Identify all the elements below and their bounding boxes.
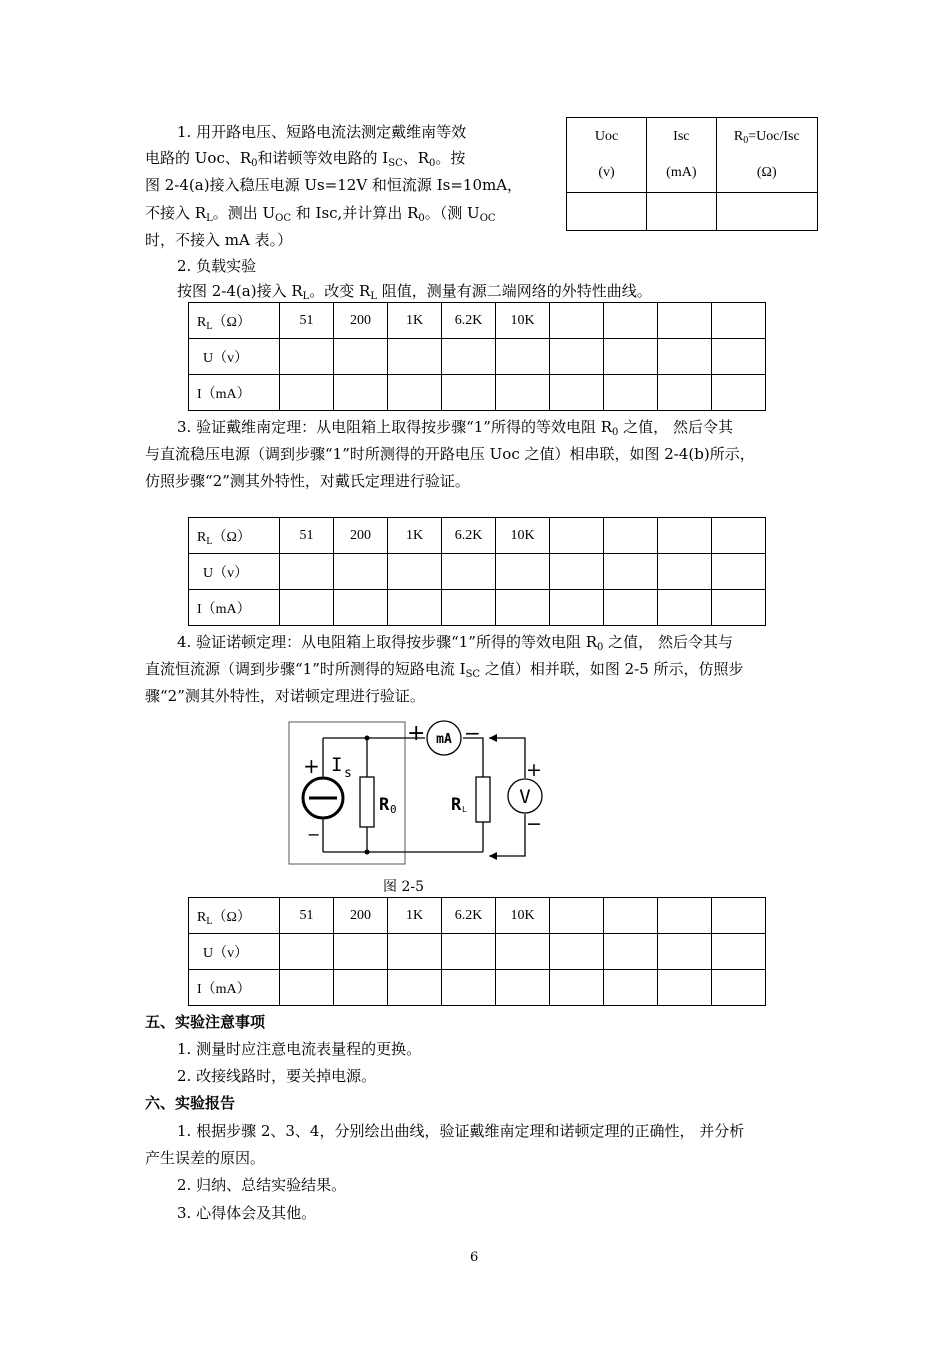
i-value-cell[interactable] — [550, 590, 604, 626]
u-value-cell[interactable] — [280, 554, 334, 590]
rl-label: R — [451, 795, 462, 815]
step3-line2: 与直流稳压电源（调到步骤“1”时所测得的开路电压 Uoc 之值）相串联，如图 2-4(b)所示， — [145, 445, 755, 463]
i-value-cell[interactable] — [496, 590, 550, 626]
i-value-cell[interactable] — [280, 375, 334, 411]
svg-text:0: 0 — [390, 803, 397, 816]
i-value-cell[interactable] — [388, 590, 442, 626]
i-row-header: I（mA） — [189, 375, 280, 411]
r0-header: $R_0=Uoc$/Isc (Ω) — [716, 118, 817, 193]
section6-item2: 2. 归纳、总结实验结果。 — [177, 1176, 347, 1194]
section6-title: 六、实验报告 — [145, 1094, 236, 1112]
u-value-cell[interactable] — [604, 934, 658, 970]
rl-value-cell: 6.2K — [442, 303, 496, 339]
i-value-cell[interactable] — [280, 970, 334, 1006]
step1-line1: 1. 用开路电压、短路电流法测定戴维南等效 — [177, 123, 467, 141]
i-value-cell[interactable] — [334, 970, 388, 1006]
load-table-step2 — [188, 302, 766, 411]
step4-line2: 直流恒流源（调到步骤“1”时所测得的短路电流 $I_{SC}$ 之值）相并联，如图 2-5 所示，仿照步 — [145, 660, 744, 680]
u-value-cell[interactable] — [388, 554, 442, 590]
rl-value-cell[interactable] — [712, 898, 766, 934]
ma-minus-sign: − — [464, 721, 481, 745]
i-value-cell[interactable] — [496, 970, 550, 1006]
rl-value-cell: 51 — [280, 898, 334, 934]
rl-value-cell: 6.2K — [442, 518, 496, 554]
u-value-cell[interactable] — [712, 339, 766, 375]
rl-value-cell: 1K — [388, 303, 442, 339]
i-row-header: I（mA） — [189, 590, 280, 626]
is-minus-sign: − — [307, 825, 321, 844]
i-value-cell[interactable] — [442, 590, 496, 626]
u-value-cell[interactable] — [658, 934, 712, 970]
rl-value-cell: 10K — [496, 898, 550, 934]
u-value-cell[interactable] — [712, 554, 766, 590]
rl-value-cell[interactable] — [604, 898, 658, 934]
rl-row-header: $R_L(\Omega)$ — [189, 303, 280, 339]
rl-value-cell[interactable] — [604, 518, 658, 554]
rl-row-header: $R_L(\Omega)$ — [189, 898, 280, 934]
step1-line3: 图 2-4(a)接入稳压电源 Us=12V 和恒流源 Is=10mA， — [145, 176, 523, 194]
step4-line1: 4. 验证诺顿定理：从电阻箱上取得按步骤“1”所得的等效电阻 $R_0$ 之值， 然后令其与 — [177, 633, 733, 653]
i-value-cell[interactable] — [334, 375, 388, 411]
r0-resistor — [360, 777, 374, 827]
step1-line2: 电路的 Uoc、$R_0$和诺顿等效电路的 $I_{SC}$、$R_0$。按 — [145, 149, 466, 169]
u-value-cell[interactable] — [496, 934, 550, 970]
step1-line5: 时，不接入 mA 表。） — [145, 231, 293, 249]
step2-desc: 按图 2-4(a)接入 $R_L$。改变 $R_L$ 阻值，测量有源二端网络的外特性曲线。 — [177, 282, 652, 302]
section5-title: 五、实验注意事项 — [145, 1013, 266, 1031]
figure-caption: 图 2-5 — [383, 879, 424, 895]
rl-value-cell[interactable] — [712, 303, 766, 339]
rl-value-cell: 1K — [388, 898, 442, 934]
section6-item3: 3. 心得体会及其他。 — [177, 1204, 317, 1222]
rl-value-cell: 1K — [388, 518, 442, 554]
u-value-cell[interactable] — [550, 554, 604, 590]
i-value-cell[interactable] — [604, 375, 658, 411]
rl-row-header: $R_L(\Omega)$ — [189, 518, 280, 554]
rl-value-cell: 51 — [280, 518, 334, 554]
r0-cell[interactable] — [716, 193, 817, 231]
rl-value-cell: 51 — [280, 303, 334, 339]
i-value-cell[interactable] — [550, 970, 604, 1006]
i-value-cell[interactable] — [388, 970, 442, 1006]
u-value-cell[interactable] — [280, 339, 334, 375]
rl-value-cell[interactable] — [550, 518, 604, 554]
u-value-cell[interactable] — [496, 554, 550, 590]
isc-cell[interactable] — [647, 193, 716, 231]
u-row-header: U（v） — [189, 934, 280, 970]
u-value-cell[interactable] — [442, 339, 496, 375]
u-value-cell[interactable] — [334, 554, 388, 590]
rl-value-cell[interactable] — [550, 898, 604, 934]
i-value-cell[interactable] — [604, 590, 658, 626]
load-table-step3 — [188, 517, 766, 626]
v-plus-sign: + — [526, 759, 542, 781]
u-value-cell[interactable] — [658, 554, 712, 590]
i-value-cell[interactable] — [280, 590, 334, 626]
i-value-cell[interactable] — [442, 970, 496, 1006]
rl-value-cell[interactable] — [658, 898, 712, 934]
rl-resistor — [476, 777, 490, 822]
rl-value-cell: 10K — [496, 518, 550, 554]
i-value-cell[interactable] — [658, 375, 712, 411]
v-label: V — [519, 786, 531, 808]
isc-header: Isc (mA) — [647, 118, 716, 193]
is-plus-sign: + — [303, 754, 320, 778]
i-value-cell[interactable] — [712, 375, 766, 411]
uoc-cell[interactable] — [567, 193, 647, 231]
u-value-cell[interactable] — [388, 934, 442, 970]
step4-line3: 骤“2”测其外特性，对诺顿定理进行验证。 — [145, 687, 425, 705]
u-value-cell[interactable] — [388, 339, 442, 375]
u-value-cell[interactable] — [604, 339, 658, 375]
rl-value-cell[interactable] — [604, 303, 658, 339]
uoc-isc-table — [566, 117, 818, 231]
u-value-cell[interactable] — [334, 934, 388, 970]
rl-value-cell: 10K — [496, 303, 550, 339]
i-value-cell[interactable] — [550, 375, 604, 411]
u-row-header: U（v） — [189, 339, 280, 375]
u-value-cell[interactable] — [442, 554, 496, 590]
r0-label: R — [379, 795, 390, 815]
i-value-cell[interactable] — [334, 590, 388, 626]
uoc-header: Uoc (v) — [567, 118, 647, 193]
v-minus-sign: − — [526, 813, 542, 835]
load-table-step4 — [188, 897, 766, 1006]
u-value-cell[interactable] — [550, 934, 604, 970]
u-value-cell[interactable] — [280, 934, 334, 970]
norton-circuit-diagram — [285, 718, 565, 868]
i-value-cell[interactable] — [388, 375, 442, 411]
rl-value-cell: 200 — [334, 898, 388, 934]
u-value-cell[interactable] — [334, 339, 388, 375]
section5-item2: 2. 改接线路时，要关掉电源。 — [177, 1067, 377, 1085]
u-value-cell[interactable] — [442, 934, 496, 970]
is-label: I — [331, 754, 343, 776]
i-value-cell[interactable] — [496, 375, 550, 411]
i-value-cell[interactable] — [658, 590, 712, 626]
u-value-cell[interactable] — [604, 554, 658, 590]
svg-text:L: L — [462, 805, 467, 814]
i-value-cell[interactable] — [442, 375, 496, 411]
u-value-cell[interactable] — [550, 339, 604, 375]
section6-item1-line1: 1. 根据步骤 2、3、4，分别绘出曲线，验证戴维南定理和诺顿定理的正确性， 并分析 — [177, 1122, 745, 1140]
section6-item1-line2: 产生误差的原因。 — [145, 1149, 266, 1167]
rl-value-cell[interactable] — [712, 518, 766, 554]
step3-line1: 3. 验证戴维南定理：从电阻箱上取得按步骤“1”所得的等效电阻 $R_0$ 之值， 然后令其 — [177, 418, 733, 438]
i-row-header: I（mA） — [189, 970, 280, 1006]
rl-value-cell: 200 — [334, 303, 388, 339]
ma-plus-sign: + — [407, 721, 426, 746]
i-value-cell[interactable] — [604, 970, 658, 1006]
svg-text:s: s — [344, 766, 352, 781]
i-value-cell[interactable] — [658, 970, 712, 1006]
rl-value-cell: 6.2K — [442, 898, 496, 934]
i-value-cell[interactable] — [712, 970, 766, 1006]
section5-item1: 1. 测量时应注意电流表量程的更换。 — [177, 1040, 422, 1058]
rl-value-cell[interactable] — [658, 518, 712, 554]
rl-value-cell[interactable] — [550, 303, 604, 339]
step1-line4: 不接入 $R_L$。测出 $U_{OC}$ 和 Isc,并计算出 $R_0$。（测 $U_{OC}$ — [145, 204, 496, 224]
rl-value-cell: 200 — [334, 518, 388, 554]
i-value-cell[interactable] — [712, 590, 766, 626]
step2-title: 2. 负载实验 — [177, 257, 257, 275]
ma-label: mA — [436, 732, 452, 747]
step3-line3: 仿照步骤“2”测其外特性，对戴氏定理进行验证。 — [145, 472, 470, 490]
rl-value-cell[interactable] — [658, 303, 712, 339]
u-value-cell[interactable] — [712, 934, 766, 970]
u-value-cell[interactable] — [658, 339, 712, 375]
u-row-header: U（v） — [189, 554, 280, 590]
page-number: 6 — [470, 1250, 479, 1265]
u-value-cell[interactable] — [496, 339, 550, 375]
